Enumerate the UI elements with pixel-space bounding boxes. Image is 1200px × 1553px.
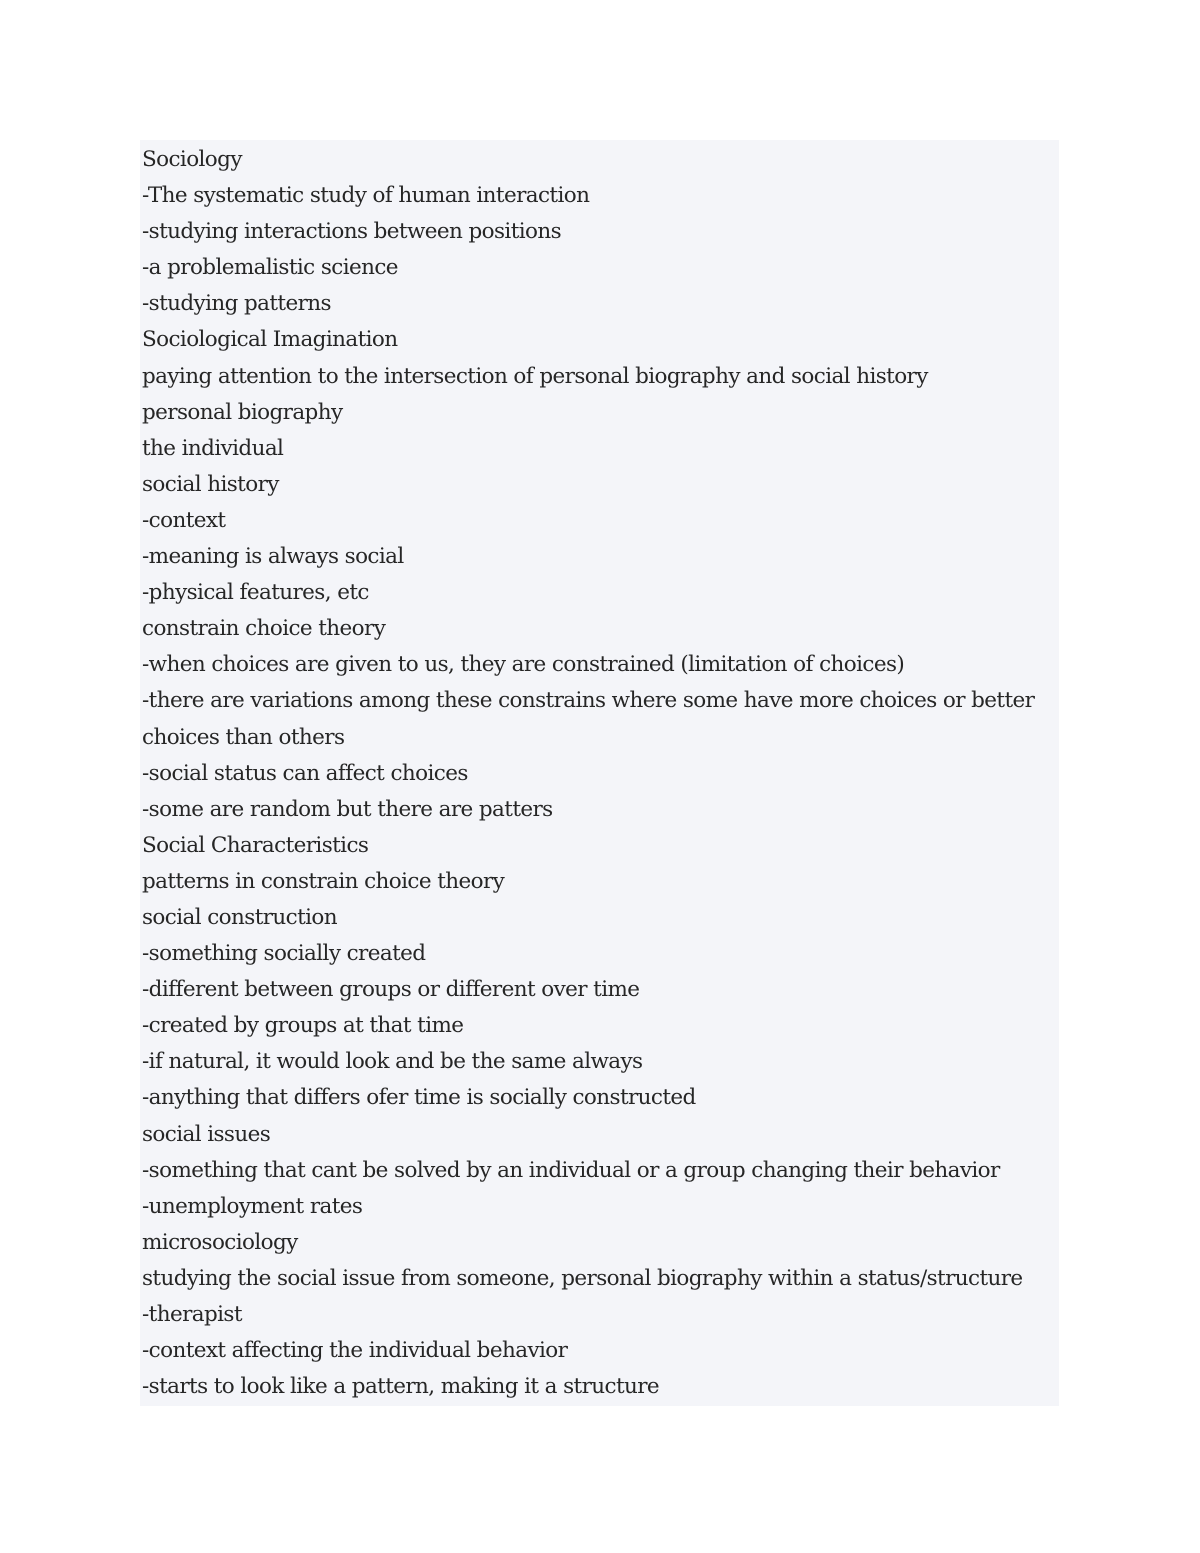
note-line: -a problemalistic science — [142, 255, 398, 281]
heading-social-issues: social issues — [142, 1121, 271, 1147]
heading-sociology: Sociology — [142, 147, 242, 172]
note-line: -meaning is always social — [142, 544, 404, 570]
note-line: -if natural, it would look and be the same always — [142, 1049, 643, 1075]
note-line: -context — [142, 507, 226, 533]
note-line: -The systematic study of human interaction — [142, 183, 590, 209]
notes-block — [140, 140, 1059, 1406]
note-line: -starts to look like a pattern, making it a structure — [142, 1374, 660, 1400]
note-line: -studying patterns — [142, 291, 331, 317]
note-line: -something that cant be solved by an individual or a group changing their behavior — [142, 1157, 1000, 1183]
note-line: -studying interactions between positions — [142, 219, 562, 245]
heading-constrain-choice-theory: constrain choice theory — [142, 616, 386, 642]
note-line: -context affecting the individual behavior — [142, 1338, 568, 1364]
note-line: -unemployment rates — [142, 1193, 363, 1219]
heading-social-construction: social construction — [142, 904, 338, 930]
note-line: -therapist — [142, 1302, 242, 1327]
note-line: -some are random but there are patters — [142, 796, 553, 822]
note-line: choices than others — [142, 724, 345, 750]
heading-sociological-imagination: Sociological Imagination — [142, 327, 398, 353]
note-line: -created by groups at that time — [142, 1013, 464, 1039]
note-line: -physical features, etc — [142, 580, 369, 606]
heading-social-history: social history — [142, 471, 279, 497]
note-line: -social status can affect choices — [142, 760, 468, 786]
note-line: paying attention to the intersection of personal biography and social history — [142, 363, 928, 389]
heading-personal-biography: personal biography — [142, 399, 343, 425]
note-line: studying the social issue from someone, personal biography within a status/structure — [142, 1265, 1023, 1291]
note-line: -there are variations among these constrains where some have more choices or better — [142, 688, 1035, 714]
note-line: patterns in constrain choice theory — [142, 868, 505, 894]
note-line: -different between groups or different over time — [142, 977, 640, 1003]
heading-microsociology: microsociology — [142, 1229, 298, 1255]
note-line: -something socially created — [142, 941, 426, 967]
note-line: -when choices are given to us, they are constrained (limitation of choices) — [142, 652, 905, 678]
note-line: the individual — [142, 435, 284, 461]
note-line: -anything that differs ofer time is socially constructed — [142, 1085, 696, 1111]
heading-social-characteristics: Social Characteristics — [142, 832, 369, 858]
